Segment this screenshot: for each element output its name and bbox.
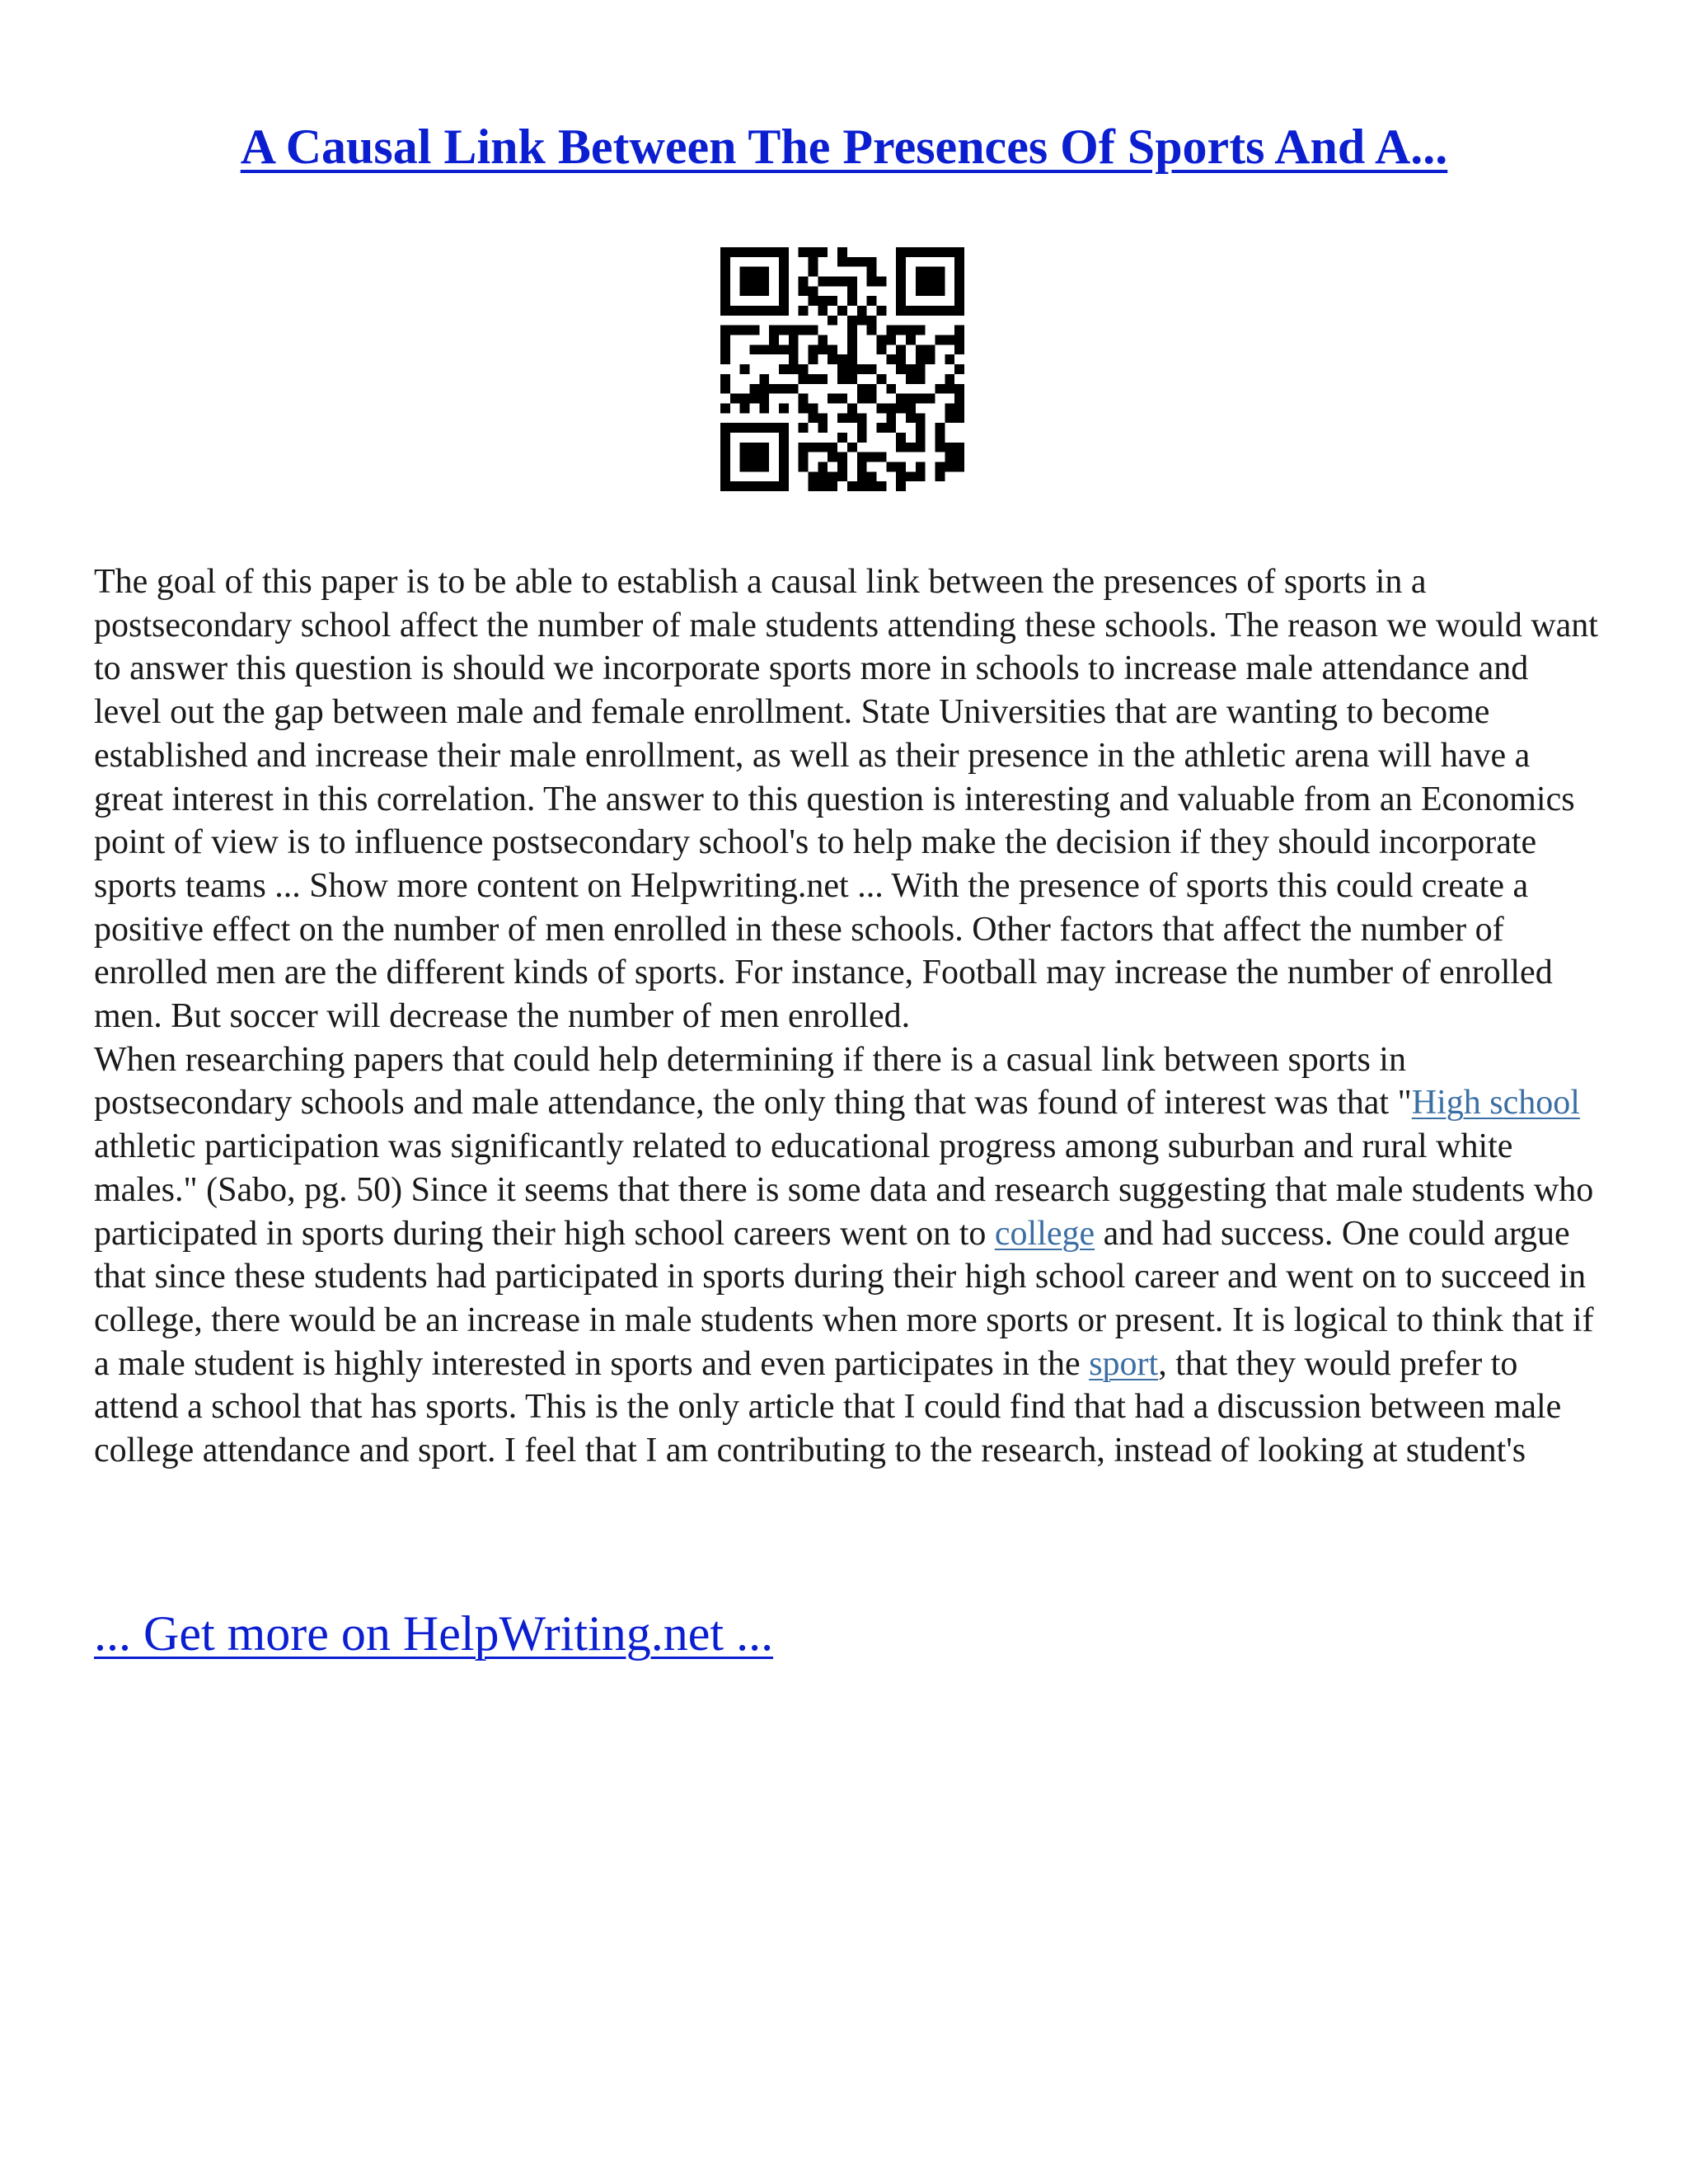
paragraph-2 <box>94 1038 1602 1473</box>
paragraph-2-text-4: , that they would prefer to attend a school that has sports. This is the only article that I could find that had a discussion between male college attendance and sport. I feel that I am contributing to the research, instead of looking at student's <box>94 1344 1562 1470</box>
get-more-link[interactable]: ... Get more on HelpWriting.net ... <box>94 1606 774 1661</box>
article-body <box>94 560 1602 1473</box>
qr-code-icon <box>720 247 964 491</box>
paragraph-2-text-1: When researching papers that could help determining if there is a casual link between sports in postsecondary schools and male attendance, the only thing that was found of interest was that " <box>94 1040 1412 1122</box>
get-more-link-container <box>94 1604 773 1663</box>
paragraph-1: The goal of this paper is to be able to establish a causal link between the presences of sports in a postsecondary school affect the number of male students attending these schools. The reason we would want to answer this question is should we incorporate sports more in schools to increase male attendance and level out the gap between male and female enrollment. State Universities that are wanting to become established and increase their male enrollment, as well as their presence in the athletic arena will have a great interest in this correlation. The answer to this question is interesting and valuable from an Economics point of view is to influence postsecondary school's to help make the decision if they should incorporate sports teams ... Show more content on Helpwriting.net ... With the presence of sports this could create a positive effect on the number of men enrolled in these schools. Other factors that affect the number of enrolled men are the different kinds of sports. For instance, Football may increase the number of enrolled men. But soccer will decrease the number of men enrolled. <box>94 563 1598 1036</box>
paragraph-2-text-2: athletic participation was significantly related to educational progress among suburban and rural white males." (Sabo, pg. 50) Since it seems that there is some data and research suggesting that male students who participated in sports during their high school careers went on to <box>94 1127 1594 1253</box>
college-link[interactable]: college <box>994 1214 1095 1253</box>
page-title <box>0 114 1688 180</box>
sport-link[interactable]: sport <box>1089 1344 1159 1383</box>
paragraph-2-text-3: and had success. One could argue that since these students had participated in sports during their high school career and went on to succeed in college, there would be an increase in male students when more sports or present. It is logical to think that if a male student is highly interested in sports and even participates in the <box>94 1214 1594 1383</box>
title-link[interactable]: A Causal Link Between The Presences Of Sports And A... <box>240 120 1448 174</box>
high-school-link[interactable]: High school <box>1411 1084 1580 1122</box>
